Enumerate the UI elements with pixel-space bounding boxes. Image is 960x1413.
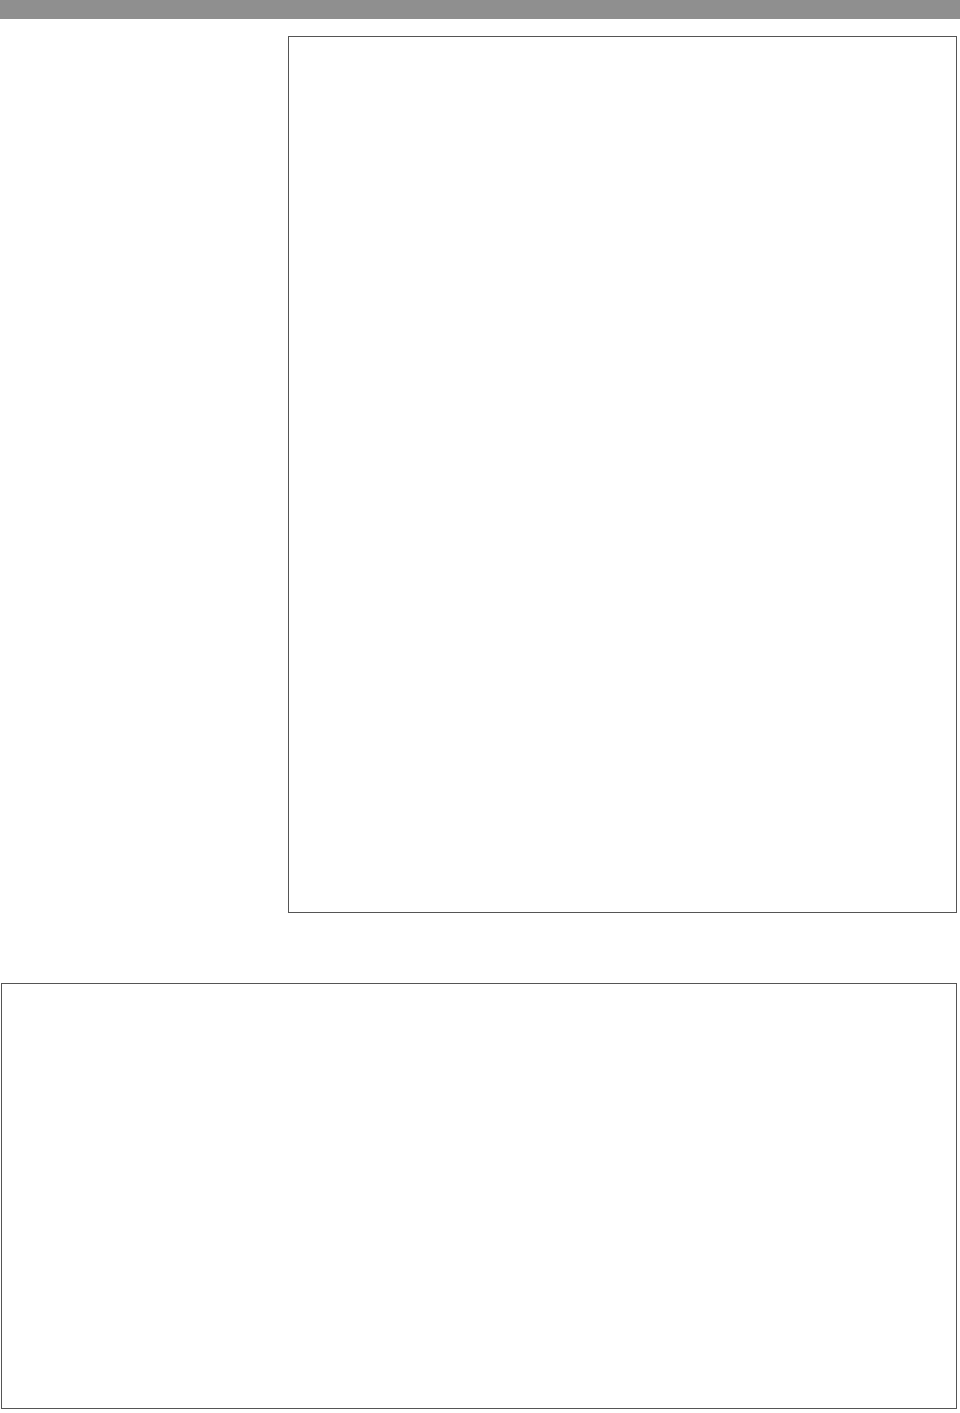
print-header-bar [0,0,960,19]
documents-section [1,983,957,1409]
pkd-activity-table [288,36,957,913]
